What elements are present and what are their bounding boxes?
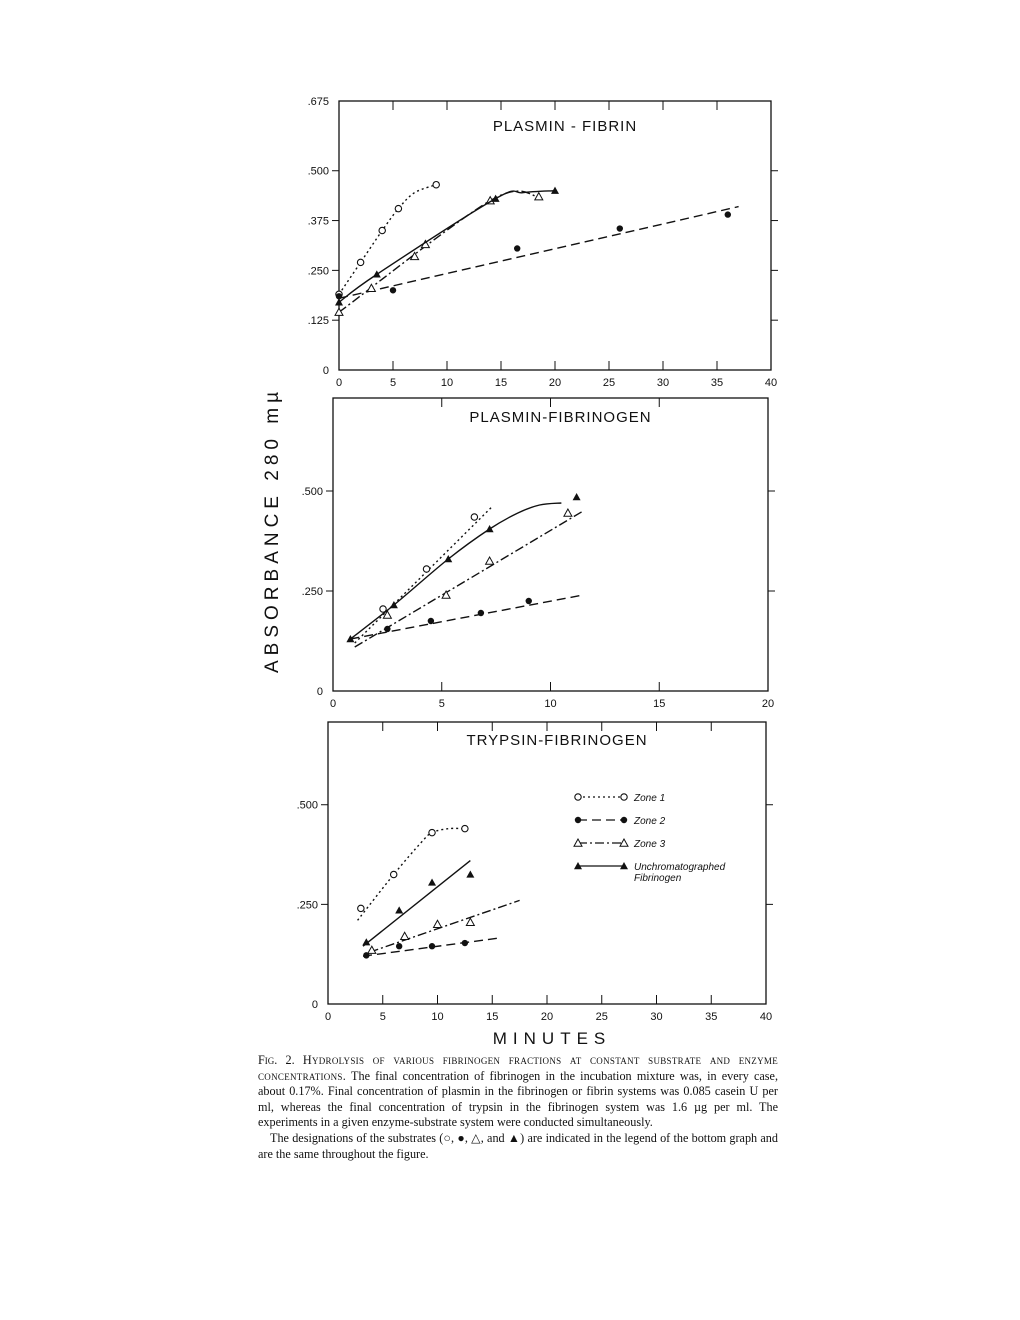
data-point — [429, 943, 435, 949]
data-point — [396, 943, 402, 949]
legend — [574, 793, 726, 884]
y-tick-label: .500 — [296, 799, 318, 812]
y-tick-label: .125 — [307, 315, 329, 328]
data-point — [433, 181, 439, 187]
data-point — [492, 195, 500, 202]
x-tick-label: 25 — [602, 377, 616, 389]
data-point — [367, 284, 375, 291]
plot-frame — [333, 398, 768, 691]
series-line — [363, 861, 470, 947]
x-tick-label: 35 — [705, 1011, 718, 1023]
data-point — [478, 610, 484, 616]
y-tick-label: .675 — [307, 96, 329, 108]
legend-label: Fibrinogen — [634, 873, 682, 884]
data-point — [466, 870, 474, 877]
chart-title: PLASMIN-FIBRINOGEN — [469, 409, 652, 426]
x-tick-label: 0 — [324, 1011, 332, 1023]
x-tick-label: 0 — [329, 698, 337, 710]
series-zone-3 — [368, 900, 520, 953]
series-line — [339, 185, 436, 295]
y-tick-label: 0 — [316, 686, 323, 698]
series-zone-1 — [336, 181, 440, 297]
y-axis-label: ABSORBANCE 280 mµ — [262, 386, 283, 674]
data-point — [535, 193, 543, 200]
series-line — [355, 511, 583, 647]
data-point — [395, 906, 403, 913]
y-tick-label: .250 — [296, 899, 318, 912]
chart-title: PLASMIN - FIBRIN — [492, 118, 638, 135]
x-tick-label: 25 — [595, 1011, 608, 1023]
panel-trypsin-fibrinogen — [297, 722, 773, 1023]
x-tick-label: 40 — [759, 1011, 773, 1023]
legend-label: Zone 1 — [634, 793, 666, 804]
series-line — [350, 503, 561, 639]
plot-frame — [339, 101, 771, 370]
caption-title: Hydrolysis of various fibrinogen fractions at constant substrate and enzyme concentrations. — [258, 1053, 779, 1083]
y-tick-label: 0 — [322, 365, 329, 377]
series-zone-2 — [363, 938, 498, 958]
legend-marker-end — [620, 839, 628, 846]
caption-fig-label: Fig. 2. — [258, 1053, 295, 1067]
series-line — [339, 207, 739, 299]
panel-plasmin-fibrin — [308, 96, 778, 389]
caption-paragraph — [258, 1053, 778, 1131]
data-point — [526, 598, 532, 604]
legend-marker-end — [621, 794, 627, 800]
panel-plasmin-fibrinogen — [302, 398, 775, 710]
legend-label: Unchromatographed — [634, 862, 726, 873]
y-tick-label: .250 — [301, 586, 323, 598]
x-tick-label: 40 — [764, 377, 778, 389]
data-point — [462, 825, 468, 831]
x-tick-label: 20 — [548, 377, 562, 389]
data-point — [434, 920, 442, 927]
x-tick-label: 30 — [650, 1011, 663, 1023]
data-point — [725, 211, 731, 217]
series-unchromatographed-fibrinogen — [335, 187, 559, 306]
x-tick-label: 5 — [389, 377, 397, 389]
data-point — [486, 525, 494, 532]
data-point — [429, 829, 435, 835]
data-point — [395, 205, 401, 211]
data-point — [428, 618, 434, 624]
x-tick-label: 10 — [440, 377, 454, 389]
data-point — [486, 557, 494, 564]
data-point — [391, 871, 397, 877]
x-tick-label: 5 — [438, 698, 445, 710]
data-point — [462, 940, 468, 946]
y-tick-label: 0 — [311, 999, 318, 1011]
data-point — [357, 259, 363, 265]
x-tick-label: 30 — [656, 377, 670, 389]
caption-note: The designations of the substrates (○, ●, △, and ▲) are indicated in the legend of the bottom graph and are the same throughout the figure. — [258, 1130, 778, 1161]
series-line — [370, 900, 520, 952]
chart-title: TRYPSIN-FIBRINOGEN — [466, 732, 648, 749]
x-tick-label: 20 — [540, 1011, 554, 1023]
x-tick-label: 0 — [335, 377, 343, 389]
series-zone-3 — [335, 191, 543, 315]
data-point — [564, 509, 572, 516]
x-axis-label: MINUTES — [492, 1029, 612, 1048]
x-tick-label: 5 — [379, 1011, 386, 1023]
series-unchromatographed-fibrinogen — [346, 493, 580, 642]
x-tick-label: 15 — [486, 1011, 499, 1023]
data-point — [573, 493, 581, 500]
data-point — [514, 245, 520, 251]
legend-marker-start — [575, 817, 581, 823]
data-point — [423, 566, 429, 572]
y-tick-label: .500 — [301, 486, 323, 498]
legend-label: Zone 2 — [634, 816, 666, 827]
y-tick-label: .375 — [307, 215, 329, 228]
x-tick-label: 35 — [710, 377, 724, 389]
data-point — [358, 905, 364, 911]
data-point — [390, 287, 396, 293]
data-point — [379, 227, 385, 233]
data-point — [401, 932, 409, 939]
y-tick-label: .500 — [307, 165, 329, 178]
x-tick-label: 20 — [761, 698, 775, 710]
data-point — [466, 918, 474, 925]
figure-caption — [258, 1053, 778, 1162]
series-line — [339, 191, 539, 312]
x-tick-label: 10 — [431, 1011, 444, 1023]
series-zone-2 — [336, 207, 739, 300]
data-point — [428, 878, 436, 885]
data-point — [471, 514, 477, 520]
caption-body: The final concentration of fibrinogen in the incubation mixture was, in every case, about 0.17%. Final concentration of plasmin in the fibrinogen or fibrin systems was 0.085 casein U per ml, whereas the final concentration of trypsin in the fibrinogen system was 1.6 µg per ml. The experiments in a given enzyme-substrate system were conducted simultaneously. — [258, 1068, 779, 1130]
series-line — [358, 828, 465, 920]
legend-marker-end — [621, 817, 627, 823]
series-line — [355, 507, 492, 643]
y-tick-label: .250 — [307, 265, 329, 278]
data-point — [617, 225, 623, 231]
data-point — [373, 270, 381, 277]
series-zone-1 — [355, 507, 492, 643]
legend-label: Zone 3 — [634, 839, 666, 850]
x-tick-label: 15 — [653, 698, 666, 710]
series-unchromatographed-fibrinogen — [362, 861, 474, 947]
legend-marker-start — [575, 794, 581, 800]
x-tick-label: 10 — [544, 698, 557, 710]
x-tick-label: 15 — [494, 377, 508, 389]
